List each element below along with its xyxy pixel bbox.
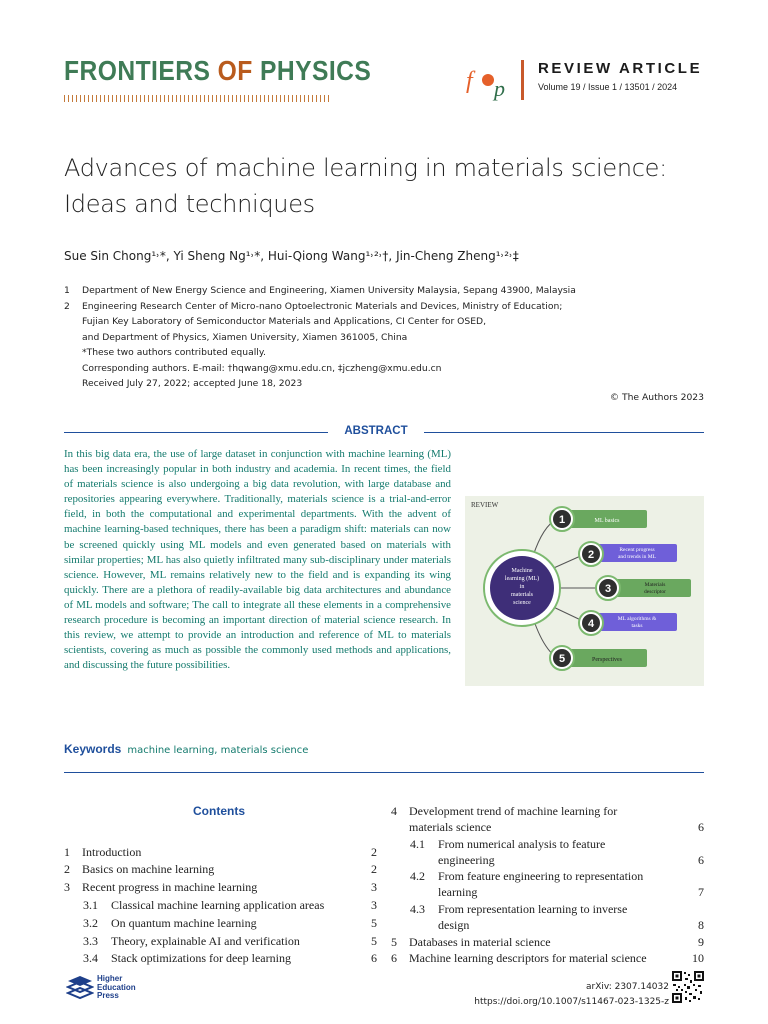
svg-text:1: 1: [558, 514, 566, 526]
svg-text:f: f: [466, 68, 473, 94]
toc-entry[interactable]: 3.2 On quantum machine learning: [83, 916, 257, 930]
svg-text:materials: materials: [511, 592, 533, 598]
svg-text:ML algorithms &: ML algorithms &: [617, 616, 657, 622]
header-divider: [521, 60, 524, 100]
abstract-text: In this big data era, the use of large dataset in conjunction with machine learning (ML) has been increasingly popular in both industry and academia. In recent times, the field of materials science is also undergoing a big data revolution, with large database and repositories appearing everywhere. Traditionally, materials science is a trial-and-error field, in both the computational and experimental departments. With the advent of machine learning-based techniques, there has been a paradigm shift: materials can now be screened quickly using ML models and even generated based on materials with similar properties; ML has also quietly infiltrated many sub-disciplinary under materials science. However, ML remains relatively new to the field and is expanding its wing quickly. There are a plethora of readily-available big data architectures and abundance of ML models and software; The call to integrate all these elements in a comprehensive research procedure is becoming an important direction of material science research. In this review, we attempt to provide an introduction and reference of ML to materials scientists, covering as much as possible the commonly used methods and applications, and discussing the future possibilities.: [64, 448, 451, 672]
publisher-name: Higher Education Press: [97, 974, 136, 1001]
toc-entry[interactable]: 3.1 Classical machine learning application areas: [83, 898, 325, 912]
toc-page: 5: [371, 916, 377, 930]
publisher-logo-icon: [66, 974, 94, 1002]
toc-page: 6: [698, 853, 704, 867]
abstract-rule-right: [424, 432, 704, 433]
toc-page: 3: [371, 880, 377, 894]
toc-entry[interactable]: 4.2 From feature engineering to representation learning: [410, 869, 644, 899]
svg-text:2: 2: [587, 549, 595, 561]
doi-link[interactable]: https://doi.org/10.1007/s11467-023-1325-z: [474, 997, 669, 1007]
toc-entry[interactable]: 4.3 From representation learning to inverse design: [410, 902, 628, 932]
abstract-rule-left: [64, 432, 328, 433]
toc-entry[interactable]: 6 Machine learning descriptors for material science: [391, 951, 647, 965]
abstract-heading: ABSTRACT: [344, 425, 408, 437]
svg-text:Recent progress: Recent progress: [619, 547, 655, 553]
keywords: [64, 738, 308, 757]
toc-page: 6: [371, 951, 377, 965]
keywords-label: Keywords: [64, 742, 122, 756]
article-identifiers: [474, 980, 669, 1010]
affiliation-line: and Department of Physics, Xiamen University, Xiamen 361005, China: [82, 331, 408, 343]
toc-page: 2: [371, 845, 377, 859]
svg-text:Machine: Machine: [511, 568, 533, 574]
svg-text:and trends in ML: and trends in ML: [617, 554, 657, 560]
toc-page: 7: [698, 885, 704, 899]
figure-item-perspectives: Perspectives: [592, 657, 622, 663]
volume-info: Volume 19 / Issue 1 / 13501 / 2024: [538, 82, 678, 92]
toc-page: 6: [698, 820, 704, 834]
corresponding-authors: Corresponding authors. E-mail: †hqwang@xmu.edu.cn, ‡jczheng@xmu.edu.cn: [82, 362, 442, 374]
toc-page: 5: [371, 934, 377, 948]
affiliation-line: Fujian Key Laboratory of Semiconductor Materials and Applications, CI Center for OSED,: [82, 316, 487, 327]
graphical-abstract-diagram: [465, 496, 704, 686]
figure-tag: REVIEW: [471, 501, 499, 509]
author-list: Sue Sin Chong¹˒*, Yi Sheng Ng¹˒*, Hui-Qiong Wang¹˒²˒†, Jin-Cheng Zheng¹˒²˒‡: [64, 249, 519, 263]
toc-page: 8: [698, 918, 704, 932]
qr-code-icon: [671, 970, 705, 1004]
toc-entry[interactable]: 3.3 Theory, explainable AI and verification: [83, 934, 300, 948]
toc-entry[interactable]: 2 Basics on machine learning: [64, 862, 215, 876]
affiliation-1: 1 Department of New Energy Science and Engineering, Xiamen University Malaysia, Sepang 43900, Malaysia: [64, 285, 576, 296]
svg-text:tasks: tasks: [631, 623, 643, 629]
toc-page: 2: [371, 862, 377, 876]
svg-text:learning (ML): learning (ML): [504, 576, 540, 582]
keywords-value: machine learning, materials science: [127, 745, 309, 756]
toc-entry[interactable]: 1 Introduction: [64, 845, 142, 859]
toc-entry[interactable]: 3 Recent progress in machine learning: [64, 880, 258, 894]
toc-page: 9: [698, 935, 704, 949]
svg-text:5: 5: [558, 653, 566, 665]
journal-logo: [462, 60, 522, 104]
graphical-abstract: [465, 496, 704, 686]
svg-text:3: 3: [604, 583, 612, 595]
received-dates: Received July 27, 2022; accepted June 18, 2023: [82, 378, 303, 389]
figure-item-ml-basics: ML basics: [594, 518, 620, 524]
affiliations: [64, 283, 704, 392]
article-type: REVIEW ARTICLE: [538, 60, 703, 77]
svg-text:science: science: [513, 600, 531, 606]
svg-text:Materials: Materials: [644, 582, 666, 588]
toc-entry[interactable]: 4.1 From numerical analysis to feature engineering: [410, 837, 606, 867]
equal-contribution-note: *These two authors contributed equally.: [82, 347, 266, 358]
journal-title: FRONTIERS OF PHYSICS: [64, 55, 372, 86]
affiliation-2: 2 Engineering Research Center of Micro-nano Optoelectronic Materials and Devices, Ministry of Education;: [64, 300, 563, 312]
svg-text:4: 4: [587, 618, 595, 630]
toc-entry[interactable]: 5 Databases in material science: [391, 935, 551, 949]
svg-text:descriptor: descriptor: [644, 589, 666, 595]
toc-entry[interactable]: 4 Development trend of machine learning for materials science: [391, 804, 618, 834]
toc-entry[interactable]: 3.4 Stack optimizations for deep learning: [83, 951, 291, 965]
decorative-ruler: [64, 95, 332, 102]
paper-title: Advances of machine learning in materials science: Ideas and techniques: [64, 154, 667, 218]
svg-text:p: p: [494, 76, 505, 101]
toc-page: 3: [371, 898, 377, 912]
copyright: © The Authors 2023: [609, 392, 704, 403]
keywords-rule: [64, 772, 704, 773]
svg-text:in: in: [519, 584, 525, 590]
contents-heading: Contents: [193, 804, 245, 818]
toc-page: 10: [692, 951, 704, 965]
arxiv-id: arXiv: 2307.14032: [585, 982, 669, 992]
